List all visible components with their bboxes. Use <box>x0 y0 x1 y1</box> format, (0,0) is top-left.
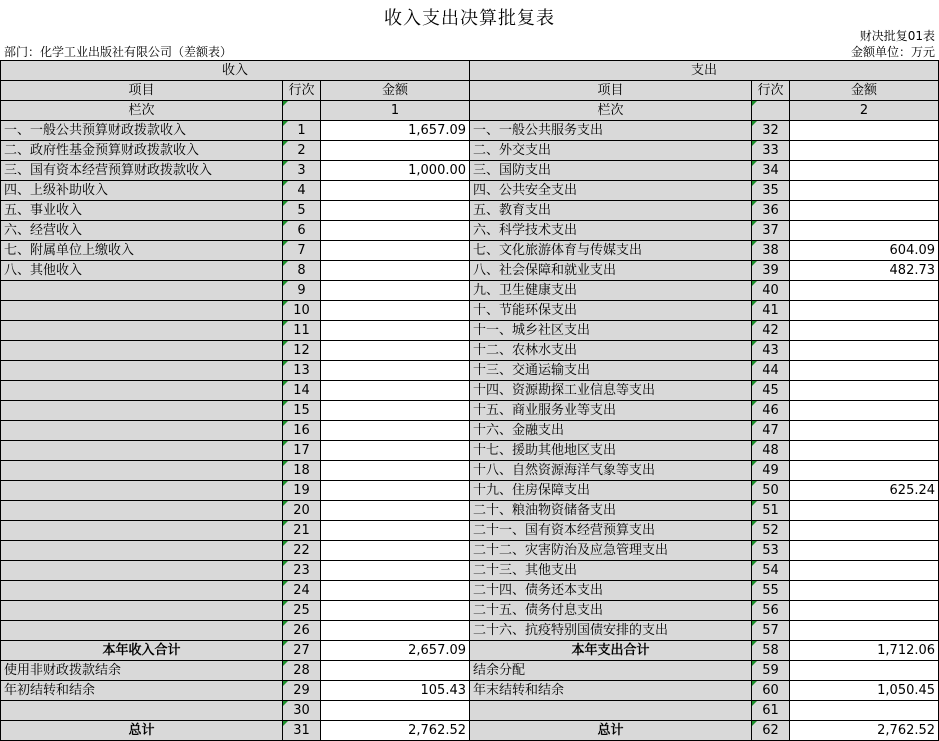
income-line-cell: 29 <box>283 681 321 701</box>
expense-line-cell: 60 <box>752 681 790 701</box>
expense-item-cell: 十一、城乡社区支出 <box>470 321 752 341</box>
expense-item-cell: 本年支出合计 <box>470 641 752 661</box>
income-amount-cell <box>321 401 470 421</box>
expense-amount-cell <box>790 161 939 181</box>
income-column-number: 1 <box>321 101 470 121</box>
expense-line-cell: 41 <box>752 301 790 321</box>
table-row <box>1 621 939 641</box>
income-line-cell: 10 <box>283 301 321 321</box>
expense-amount-cell <box>790 661 939 681</box>
income-item-cell: 使用非财政拨款结余 <box>1 661 283 681</box>
expense-amount-cell <box>790 581 939 601</box>
table-row <box>1 121 939 141</box>
income-line-cell: 8 <box>283 261 321 281</box>
expense-amount-cell <box>790 381 939 401</box>
income-line-cell: 22 <box>283 541 321 561</box>
expense-amount-cell: 604.09 <box>790 241 939 261</box>
expense-line-cell: 52 <box>752 521 790 541</box>
income-amount-cell: 2,762.52 <box>321 721 470 741</box>
expense-item-cell: 年末结转和结余 <box>470 681 752 701</box>
expense-item-cell: 十五、商业服务业等支出 <box>470 401 752 421</box>
income-line-cell: 14 <box>283 381 321 401</box>
expense-item-cell: 一、一般公共服务支出 <box>470 121 752 141</box>
income-line-cell: 23 <box>283 561 321 581</box>
expense-item-cell: 二十六、抗疫特别国债安排的支出 <box>470 621 752 641</box>
income-line-cell: 28 <box>283 661 321 681</box>
income-column-label: 栏次 <box>1 101 283 121</box>
income-item-header: 项目 <box>1 81 283 101</box>
expense-line-cell: 32 <box>752 121 790 141</box>
expense-line-cell: 48 <box>752 441 790 461</box>
expense-item-header: 项目 <box>470 81 752 101</box>
expense-item-cell: 二十二、灾害防治及应急管理支出 <box>470 541 752 561</box>
expense-line-cell: 36 <box>752 201 790 221</box>
header-row-columns <box>1 81 939 101</box>
expense-amount-cell <box>790 521 939 541</box>
income-amount-cell: 105.43 <box>321 681 470 701</box>
expense-item-cell: 结余分配 <box>470 661 752 681</box>
income-line-cell: 20 <box>283 501 321 521</box>
expense-line-cell: 54 <box>752 561 790 581</box>
expense-amount-cell: 2,762.52 <box>790 721 939 741</box>
table-row <box>1 381 939 401</box>
table-row <box>1 561 939 581</box>
expense-line-cell: 45 <box>752 381 790 401</box>
income-line-cell: 2 <box>283 141 321 161</box>
expense-item-cell: 二十四、债务还本支出 <box>470 581 752 601</box>
income-item-cell: 年初结转和结余 <box>1 681 283 701</box>
expense-line-cell: 38 <box>752 241 790 261</box>
income-amount-cell <box>321 141 470 161</box>
expense-item-cell: 二十三、其他支出 <box>470 561 752 581</box>
table-row <box>1 541 939 561</box>
income-amount-cell <box>321 261 470 281</box>
table-row <box>1 261 939 281</box>
income-item-cell: 四、上级补助收入 <box>1 181 283 201</box>
expense-amount-cell <box>790 621 939 641</box>
income-item-cell: 八、其他收入 <box>1 261 283 281</box>
income-line-cell: 15 <box>283 401 321 421</box>
expense-amount-cell <box>790 181 939 201</box>
income-line-cell: 13 <box>283 361 321 381</box>
income-line-cell: 5 <box>283 201 321 221</box>
page-title: 收入支出决算批复表 <box>384 8 555 29</box>
income-amount-cell <box>321 481 470 501</box>
expense-item-cell: 十七、援助其他地区支出 <box>470 441 752 461</box>
budget-table <box>0 60 939 741</box>
expense-amount-cell <box>790 301 939 321</box>
income-item-cell <box>1 461 283 481</box>
income-item-cell <box>1 601 283 621</box>
income-amount-cell: 1,657.09 <box>321 121 470 141</box>
expense-line-cell: 46 <box>752 401 790 421</box>
expense-line-cell: 58 <box>752 641 790 661</box>
expense-line-cell: 56 <box>752 601 790 621</box>
expense-amount-cell: 1,050.45 <box>790 681 939 701</box>
expense-line-cell: 57 <box>752 621 790 641</box>
table-row <box>1 721 939 741</box>
unit-label: 金额单位：万元 <box>850 45 935 59</box>
expense-line-cell: 51 <box>752 501 790 521</box>
expense-amount-cell <box>790 541 939 561</box>
income-amount-cell <box>321 241 470 261</box>
expense-amount-cell <box>790 121 939 141</box>
income-line-cell: 25 <box>283 601 321 621</box>
expense-item-cell: 三、国防支出 <box>470 161 752 181</box>
expense-amount-cell: 625.24 <box>790 481 939 501</box>
expense-amount-cell <box>790 281 939 301</box>
expense-amount-cell <box>790 341 939 361</box>
expense-amount-cell <box>790 201 939 221</box>
table-row <box>1 641 939 661</box>
table-row <box>1 661 939 681</box>
table-row <box>1 161 939 181</box>
table-row <box>1 441 939 461</box>
income-line-cell: 1 <box>283 121 321 141</box>
income-amount-cell <box>321 201 470 221</box>
income-item-cell <box>1 541 283 561</box>
expense-line-cell: 55 <box>752 581 790 601</box>
expense-item-cell: 九、卫生健康支出 <box>470 281 752 301</box>
expense-item-cell: 二十、粮油物资储备支出 <box>470 501 752 521</box>
income-line-header: 行次 <box>283 81 321 101</box>
table-row <box>1 501 939 521</box>
income-item-cell <box>1 301 283 321</box>
expense-item-cell: 十九、住房保障支出 <box>470 481 752 501</box>
expense-item-cell: 七、文化旅游体育与传媒支出 <box>470 241 752 261</box>
table-row <box>1 181 939 201</box>
expense-line-cell: 49 <box>752 461 790 481</box>
income-amount-cell <box>321 281 470 301</box>
expense-item-cell: 八、社会保障和就业支出 <box>470 261 752 281</box>
table-row <box>1 521 939 541</box>
income-line-cell: 11 <box>283 321 321 341</box>
income-amount-cell <box>321 181 470 201</box>
expense-amount-cell <box>790 501 939 521</box>
expense-line-cell: 35 <box>752 181 790 201</box>
expense-item-cell: 十四、资源勘探工业信息等支出 <box>470 381 752 401</box>
expense-item-cell: 十三、交通运输支出 <box>470 361 752 381</box>
expense-amount-cell <box>790 361 939 381</box>
table-row <box>1 241 939 261</box>
income-item-cell: 二、政府性基金预算财政拨款收入 <box>1 141 283 161</box>
income-item-cell: 七、附属单位上缴收入 <box>1 241 283 261</box>
expense-item-cell: 十、节能环保支出 <box>470 301 752 321</box>
expense-amount-cell <box>790 141 939 161</box>
table-row <box>1 421 939 441</box>
expense-column-label: 栏次 <box>470 101 752 121</box>
income-amount-cell <box>321 381 470 401</box>
expense-line-cell: 39 <box>752 261 790 281</box>
income-amount-cell <box>321 661 470 681</box>
expense-section-header: 支出 <box>470 61 939 81</box>
income-item-cell <box>1 421 283 441</box>
income-amount-cell <box>321 461 470 481</box>
department-label: 部门：化学工业出版社有限公司（差额表） <box>4 45 233 59</box>
expense-line-cell: 34 <box>752 161 790 181</box>
table-row <box>1 281 939 301</box>
income-item-cell: 五、事业收入 <box>1 201 283 221</box>
income-item-cell <box>1 361 283 381</box>
income-item-cell <box>1 341 283 361</box>
income-amount-cell <box>321 601 470 621</box>
expense-amount-cell <box>790 701 939 721</box>
income-line-cell: 30 <box>283 701 321 721</box>
expense-line-cell: 59 <box>752 661 790 681</box>
income-line-cell: 9 <box>283 281 321 301</box>
expense-amount-cell <box>790 221 939 241</box>
income-item-cell <box>1 621 283 641</box>
income-amount-cell <box>321 341 470 361</box>
expense-amount-header: 金额 <box>790 81 939 101</box>
expense-item-cell: 四、公共安全支出 <box>470 181 752 201</box>
income-amount-header: 金额 <box>321 81 470 101</box>
table-row <box>1 361 939 381</box>
expense-line-cell: 61 <box>752 701 790 721</box>
income-section-header: 收入 <box>1 61 470 81</box>
table-row <box>1 601 939 621</box>
income-item-cell <box>1 401 283 421</box>
expense-line-cell: 47 <box>752 421 790 441</box>
income-line-cell: 26 <box>283 621 321 641</box>
income-amount-cell <box>321 441 470 461</box>
income-item-cell: 三、国有资本经营预算财政拨款收入 <box>1 161 283 181</box>
expense-amount-cell: 1,712.06 <box>790 641 939 661</box>
income-amount-cell <box>321 321 470 341</box>
income-amount-cell <box>321 561 470 581</box>
income-item-cell <box>1 501 283 521</box>
income-item-cell <box>1 321 283 341</box>
table-row <box>1 581 939 601</box>
expense-line-cell: 53 <box>752 541 790 561</box>
table-row <box>1 481 939 501</box>
table-row <box>1 401 939 421</box>
expense-item-cell: 二十一、国有资本经营预算支出 <box>470 521 752 541</box>
expense-item-cell: 总计 <box>470 721 752 741</box>
expense-item-cell: 十八、自然资源海洋气象等支出 <box>470 461 752 481</box>
expense-item-cell: 二十五、债务付息支出 <box>470 601 752 621</box>
income-amount-cell <box>321 421 470 441</box>
expense-line-cell: 42 <box>752 321 790 341</box>
table-row <box>1 301 939 321</box>
table-row <box>1 681 939 701</box>
expense-line-cell: 40 <box>752 281 790 301</box>
income-item-cell <box>1 381 283 401</box>
expense-amount-cell <box>790 561 939 581</box>
income-line-cell: 12 <box>283 341 321 361</box>
income-item-cell <box>1 561 283 581</box>
income-item-cell: 六、经营收入 <box>1 221 283 241</box>
income-item-cell <box>1 481 283 501</box>
income-item-cell: 本年收入合计 <box>1 641 283 661</box>
table-row <box>1 201 939 221</box>
expense-item-cell: 十二、农林水支出 <box>470 341 752 361</box>
expense-amount-cell <box>790 321 939 341</box>
table-row <box>1 221 939 241</box>
income-line-cell: 7 <box>283 241 321 261</box>
income-item-cell: 总计 <box>1 721 283 741</box>
income-line-cell: 4 <box>283 181 321 201</box>
income-line-cell: 24 <box>283 581 321 601</box>
expense-item-cell: 六、科学技术支出 <box>470 221 752 241</box>
expense-line-cell: 44 <box>752 361 790 381</box>
income-line-blank <box>283 101 321 121</box>
income-item-cell <box>1 281 283 301</box>
income-line-cell: 31 <box>283 721 321 741</box>
header-row-column-numbers <box>1 101 939 121</box>
income-line-cell: 21 <box>283 521 321 541</box>
income-amount-cell <box>321 221 470 241</box>
expense-line-cell: 37 <box>752 221 790 241</box>
expense-item-cell: 十六、金融支出 <box>470 421 752 441</box>
income-amount-cell: 1,000.00 <box>321 161 470 181</box>
income-line-cell: 17 <box>283 441 321 461</box>
expense-line-cell: 43 <box>752 341 790 361</box>
income-item-cell <box>1 701 283 721</box>
income-item-cell <box>1 581 283 601</box>
table-row <box>1 341 939 361</box>
header-row-sections <box>1 61 939 81</box>
expense-item-cell <box>470 701 752 721</box>
expense-line-blank <box>752 101 790 121</box>
expense-amount-cell <box>790 441 939 461</box>
income-amount-cell <box>321 581 470 601</box>
expense-item-cell: 二、外交支出 <box>470 141 752 161</box>
expense-line-cell: 50 <box>752 481 790 501</box>
income-amount-cell <box>321 701 470 721</box>
expense-amount-cell <box>790 401 939 421</box>
income-line-cell: 3 <box>283 161 321 181</box>
form-code: 财决批复01表 <box>859 29 935 43</box>
expense-column-number: 2 <box>790 101 939 121</box>
expense-amount-cell <box>790 421 939 441</box>
expense-line-cell: 62 <box>752 721 790 741</box>
expense-line-cell: 33 <box>752 141 790 161</box>
expense-line-header: 行次 <box>752 81 790 101</box>
expense-amount-cell <box>790 601 939 621</box>
income-amount-cell <box>321 501 470 521</box>
income-amount-cell <box>321 301 470 321</box>
income-item-cell <box>1 441 283 461</box>
income-item-cell: 一、一般公共预算财政拨款收入 <box>1 121 283 141</box>
income-item-cell <box>1 521 283 541</box>
income-amount-cell: 2,657.09 <box>321 641 470 661</box>
table-row <box>1 461 939 481</box>
income-amount-cell <box>321 521 470 541</box>
income-line-cell: 18 <box>283 461 321 481</box>
expense-amount-cell <box>790 461 939 481</box>
income-line-cell: 6 <box>283 221 321 241</box>
income-line-cell: 16 <box>283 421 321 441</box>
income-line-cell: 27 <box>283 641 321 661</box>
income-amount-cell <box>321 361 470 381</box>
income-amount-cell <box>321 621 470 641</box>
income-amount-cell <box>321 541 470 561</box>
expense-amount-cell: 482.73 <box>790 261 939 281</box>
table-row <box>1 321 939 341</box>
income-line-cell: 19 <box>283 481 321 501</box>
expense-item-cell: 五、教育支出 <box>470 201 752 221</box>
table-row <box>1 141 939 161</box>
table-row <box>1 701 939 721</box>
